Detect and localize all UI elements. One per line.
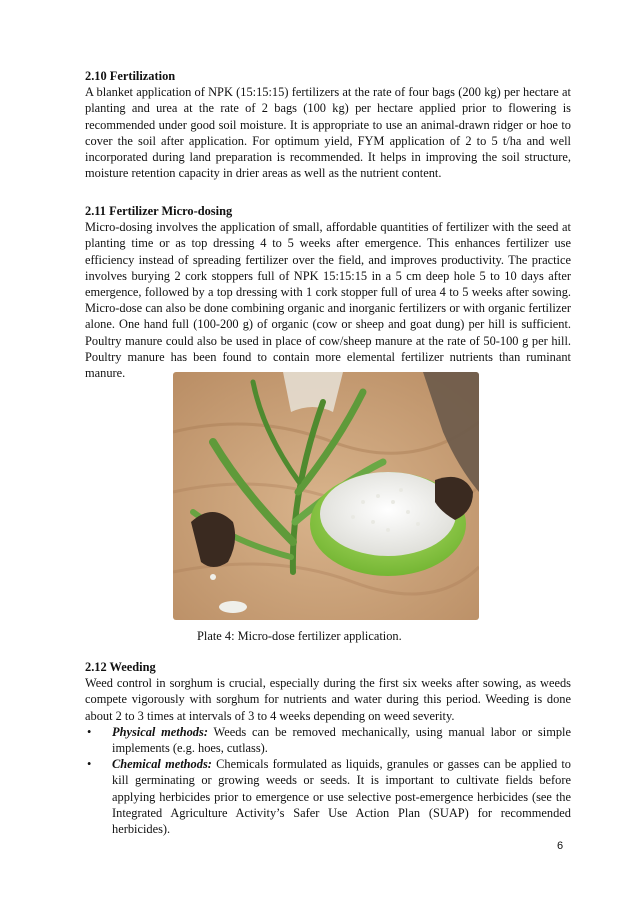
section-fertilization [85, 68, 571, 181]
micro-dose-photo [173, 372, 479, 620]
section-body-weeding: Weed control in sorghum is crucial, especially during the first six weeks after sowing, as weeds compete vigorously with sorghum for nutrients and water during this period. Weeding is done about 2 to 3 times at intervals of 3 to 4 weeks depending on weed severity. [85, 676, 571, 723]
page-number: 6 [557, 840, 564, 852]
section-body-fertilization: A blanket application of NPK (15:15:15) fertilizers at the rate of four bags (200 kg) per hectare at planting and urea at the rate of 2 bags (100 kg) per hectare applied prior to flowering is recommended under good soil moisture. It is appropriate to use an animal-drawn ridger or hoe to cover the soil after application. For optimum yield, FYM application of 2 to 5 t/ha and well incorporated during land preparation is recommended. It helps in improving the soil structure, moisture retention capacity in drier areas as well as the nutrient content. [85, 85, 571, 181]
micro-dose-photo-icon [173, 372, 479, 620]
list-item [85, 724, 571, 756]
section-heading-weeding: 2.12 Weeding [85, 660, 156, 674]
section-heading-fertilization: 2.10 Fertilization [85, 69, 176, 83]
bullet-icon: • [87, 724, 92, 739]
list-item-text: Weeds can be removed mechanically, using manual labor or simple implements (e.g. hoes, cutlass). [112, 724, 571, 756]
list-item-term: Physical methods: [112, 724, 208, 739]
weeding-methods-list [85, 724, 571, 837]
section-weeding [85, 659, 571, 837]
list-item-term: Chemical methods: [112, 757, 212, 772]
section-heading-microdosing: 2.11 Fertilizer Micro-dosing [85, 204, 233, 218]
list-item-text: Chemicals formulated as liquids, granules or gasses can be applied to kill germinating or growing weeds or seeds. It is important to cultivate fields before applying herbicides prior to emergence or use selective post-emergence herbicides (see the Integrated Agriculture Activity’s Safer Use Action Plan (SUAP) for recommended herbicides). [112, 757, 571, 837]
bullet-icon: • [87, 757, 92, 772]
section-body-microdosing: Micro-dosing involves the application of small, affordable quantities of fertilizer with the seed at planting time or as top dressing 4 to 5 weeks after emergence. This enhances fertilizer use efficiency instead of spreading fertilizer over the field, and improves productivity. The practice involves burying 2 cork stoppers full of NPK 15:15:15 in a 5 cm deep hole 5 to 10 days after emergence, followed by a top dressing with 1 cork stopper full of urea 4 to 5 weeks after sowing. Micro-dose can also be done combining organic and inorganic fertilizers or with organic fertilizer alone. One hand full (100-200 g) of organic (cow or sheep and goat dung) per hill is sufficient. Poultry manure could also be used in place of cow/sheep manure at the rate of 50-100 g per hill. Poultry manure has been found to contain more elemental fertilizer nutrients than ruminant manure. [85, 220, 571, 381]
section-microdosing [85, 203, 571, 381]
list-item [85, 756, 571, 837]
figure-caption: Plate 4: Micro-dose fertilizer application. [197, 629, 402, 643]
